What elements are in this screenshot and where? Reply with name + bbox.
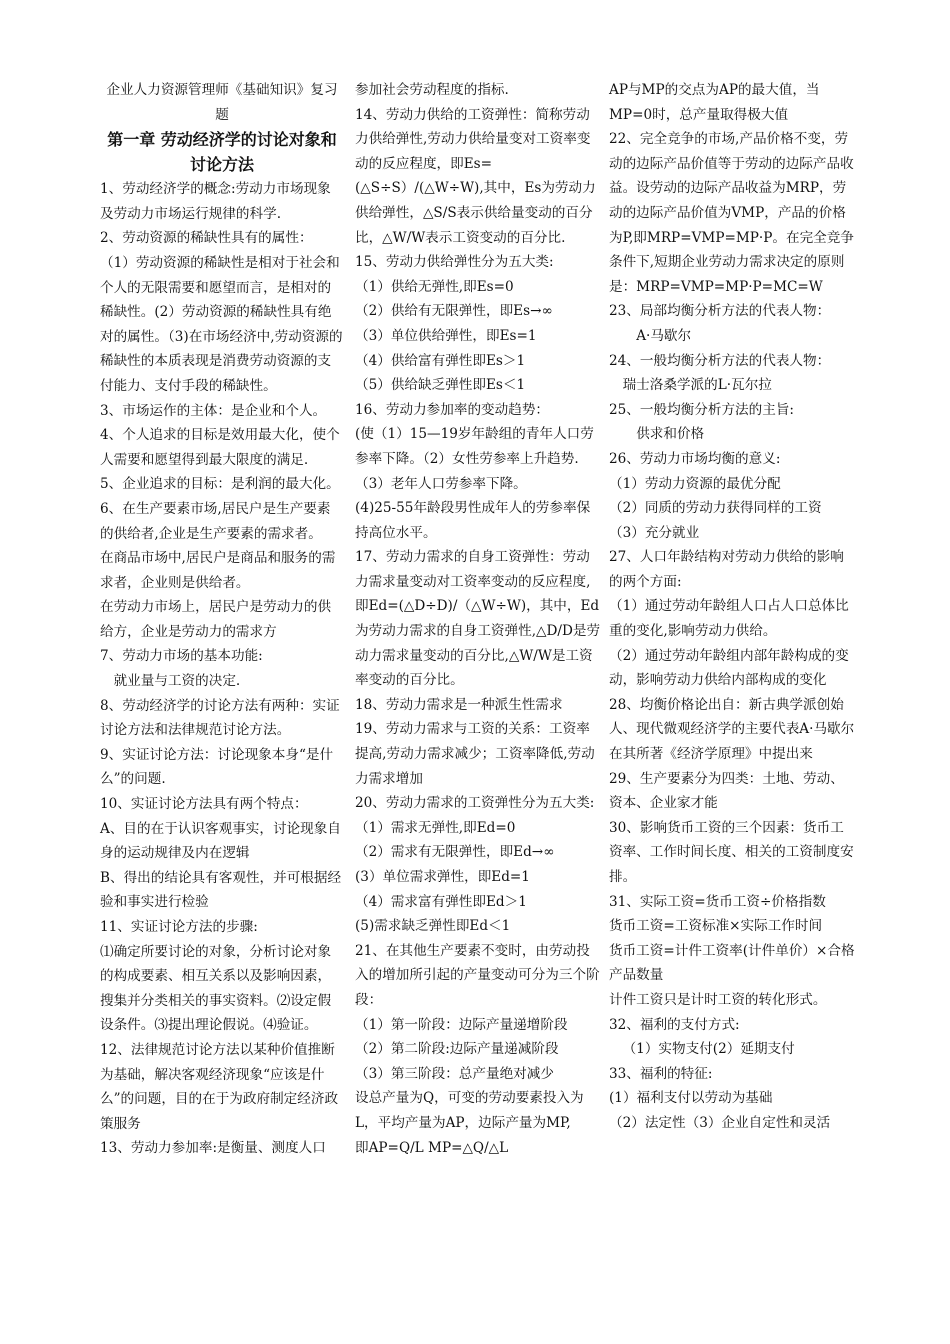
document-title: 企业人力资源管理师《基础知识》复习题 bbox=[106, 82, 338, 123]
paragraph: 30、影响货币工资的三个因素：货币工资率、工作时间长度、相关的工资制度安排。 bbox=[609, 819, 854, 885]
paragraph: (使（1）15—19岁年龄组的青年人口劳参率下降。（2）女性劳参率上升趋势. bbox=[355, 426, 594, 467]
paragraph: 28、均衡价格论出自：新古典学派创始人、现代微观经济学的主要代表A·马歇尔在其所著《经济学原理》中提出来 bbox=[609, 696, 855, 763]
paragraph: 在商品市场中,居民户是商品和服务的需求者，企业则是供给者。 bbox=[100, 550, 336, 591]
paragraph: 33、福利的特征: bbox=[609, 1065, 713, 1082]
paragraph: 2、劳动资源的稀缺性具有的属性： bbox=[100, 230, 313, 247]
paragraph: 24、一般均衡分析方法的代表人物： bbox=[609, 352, 831, 369]
paragraph: AP与MP的交点为AP的最大值，当MP=0时，总产量取得极大值 bbox=[609, 82, 820, 123]
column-1 bbox=[100, 78, 344, 1161]
paragraph: 9、实证讨论方法：讨论现象本身“是什么”的问题. bbox=[100, 746, 334, 788]
paragraph: 计件工资只是计时工资的转化形式。 bbox=[609, 991, 827, 1008]
paragraph: 6、在生产要素市场,居民户是生产要素的供给者,企业是生产要素的需求者。 bbox=[100, 500, 331, 542]
paragraph: 1、劳动经济学的概念:劳动力市场现象及劳动力市场运行规律的科学. bbox=[100, 181, 331, 222]
paragraph: 25、一般均衡分析方法的主旨: bbox=[609, 401, 795, 418]
paragraph: （2）需求有无限弹性，即Ed→∞ bbox=[355, 844, 555, 861]
paragraph: 22、完全竞争的市场,产品价格不变，劳动的边际产品价值等于劳动的边际产品收益。设劳动的边际产品收益为MRP，劳动的边际产品价值为VMP，产品的价格为P,即MRP=VMP=MP·P。在完全竞争条件下,短期企业劳动力需求决定的原则是：MRP=VMP=MP·P=MC=W bbox=[609, 131, 854, 295]
paragraph: （1）劳动资源的稀缺性是相对于社会和个人的无限需要和愿望而言，是相对的稀缺性。(2）劳动资源的稀缺性具有绝对的属性。（3)在市场经济中,劳动资源的稀缺性的本质表现是消费劳动资源的支付能力、支付手段的稀缺性。 bbox=[100, 254, 343, 394]
paragraph: 20、劳动力需求的工资弹性分为五大类:（1）需求无弹性,即Ed=0 bbox=[355, 795, 595, 836]
paragraph: （3）充分就业 bbox=[609, 524, 700, 541]
paragraph: （5）供给缺乏弹性即Es＜1 bbox=[355, 377, 526, 394]
paragraph: 21、在其他生产要素不变时，由劳动投入的增加所引起的产量变动可分为三个阶段： bbox=[355, 942, 600, 1008]
paragraph: （3）第三阶段：总产量绝对减少 bbox=[355, 1065, 554, 1082]
paragraph: 32、福利的支付方式: bbox=[609, 1016, 740, 1033]
paragraph: 设总产量为Q，可变的劳动要素投入为L，平均产量为AP，边际产量为MP, bbox=[355, 1090, 584, 1131]
paragraph: （2）法定性（3）企业自定性和灵活 bbox=[609, 1114, 831, 1131]
paragraph: （2）第二阶段:边际产量递减阶段 bbox=[355, 1041, 559, 1058]
paragraph: 16、劳动力参加率的变动趋势： bbox=[355, 401, 550, 418]
paragraph: 就业量与工资的决定. bbox=[113, 673, 241, 690]
paragraph: （3）老年人口劳参率下降。 bbox=[355, 475, 527, 492]
paragraph: 13、劳动力参加率:是衡量、测度人口 bbox=[100, 1140, 326, 1157]
paragraph: 货币工资=计件工资率(计件单价）×合格产品数量 bbox=[609, 942, 855, 984]
paragraph: (1）福利支付以劳动为基础 bbox=[609, 1090, 773, 1107]
paragraph: 23、局部均衡分析方法的代表人物： bbox=[609, 303, 831, 320]
paragraph: 8、劳动经济学的讨论方法有两种：实证讨论方法和法律规范讨论方法。 bbox=[100, 697, 340, 739]
paragraph: 31、实际工资=货币工资÷价格指数 bbox=[609, 893, 826, 910]
paragraph: A、目的在于认识客观事实，讨论现象自身的运动规律及内在逻辑 bbox=[100, 820, 341, 862]
column-2 bbox=[355, 78, 601, 1160]
paragraph: （3）单位供给弹性，即Es=1 bbox=[355, 327, 537, 344]
paragraph: 瑞士洛桑学派的L·瓦尔拉 bbox=[622, 377, 772, 394]
paragraph: 27、人口年龄结构对劳动力供给的影响的两个方面: bbox=[609, 549, 844, 590]
paragraph: 4、个人追求的目标是效用最大化，使个人需要和愿望得到最大限度的满足. bbox=[100, 427, 340, 468]
paragraph: 在劳动力市场上，居民户是劳动力的供给方，企业是劳动力的需求方 bbox=[100, 599, 332, 640]
paragraph: (4)25-55年龄段男性成年人的劳参率保持高位水平。 bbox=[355, 500, 591, 541]
paragraph: 29、生产要素分为四类：土地、劳动、资本、企业家才能 bbox=[609, 770, 844, 812]
paragraph: 11、实证讨论方法的步骤: bbox=[100, 919, 258, 935]
paragraph: ⑴确定所要讨论的对象，分析讨论对象的构成要素、相互关系以及影响因素，搜集并分类相关的事实资料。⑵设定假设条件。⑶提出理论假说。⑷验证。 bbox=[100, 943, 332, 1034]
paragraph: 12、法律规范讨论方法以某种价值推断为基础，解决客观经济现象“应该是什么”的问题，目的在于为政府制定经济政策服务 bbox=[100, 1041, 339, 1132]
paragraph: （1）通过劳动年龄组人口占人口总体比重的变化,影响劳动力供给。 bbox=[609, 598, 849, 640]
paragraph: （2）同质的劳动力获得同样的工资 bbox=[609, 500, 822, 517]
paragraph: B、得出的结论具有客观性，并可根据经验和事实进行检验 bbox=[100, 869, 342, 911]
paragraph: 10、实证讨论方法具有两个特点： bbox=[100, 796, 308, 813]
paragraph: （4）需求富有弹性即Ed＞1 bbox=[355, 893, 527, 910]
paragraph: 7、劳动力市场的基本功能: bbox=[100, 648, 263, 665]
paragraph: （1）劳动力资源的最优分配 bbox=[609, 475, 781, 492]
paragraph: （2）通过劳动年龄组内部年龄构成的变动，影响劳动力供给内部构成的变化 bbox=[609, 647, 849, 689]
paragraph: 3、市场运作的主体：是企业和个人。 bbox=[100, 402, 327, 419]
paragraph: （4）供给富有弹性即Es＞1 bbox=[355, 352, 526, 369]
paragraph: 26、劳动力市场均衡的意义: bbox=[609, 450, 781, 467]
paragraph: 14、劳动力供给的工资弹性：简称劳动力供给弹性,劳动力供给量变对工资率变动的反应程度，即Es=(△S÷S）/(△W÷W),其中，Es为劳动力供给弹性，△S/S表示供给量变动的百分比，△W/W表示工资变动的百分比. bbox=[355, 106, 596, 246]
chapter-heading: 第一章 劳动经济学的讨论对象和讨论方法 bbox=[107, 130, 337, 175]
paragraph: （1）第一阶段：边际产量递增阶段 bbox=[355, 1016, 568, 1033]
paragraph: 19、劳动力需求与工资的关系：工资率提高,劳动力需求减少；工资率降低,劳动力需求增加 bbox=[355, 721, 595, 787]
paragraph: 货币工资=工资标准×实际工作时间 bbox=[609, 918, 823, 935]
paragraph: 18、劳动力需求是一种派生性需求 bbox=[355, 696, 563, 713]
paragraph: 即AP=Q/L MP=△Q/△L bbox=[355, 1139, 509, 1156]
paragraph: （1）实物支付(2）延期支付 bbox=[622, 1041, 795, 1058]
paragraph: A·马歇尔 bbox=[636, 327, 692, 344]
paragraph: (3）单位需求弹性，即Ed=1 bbox=[355, 869, 530, 885]
paragraph: 参加社会劳动程度的指标. bbox=[355, 82, 509, 98]
paragraph: 5、企业追求的目标：是利润的最大化。 bbox=[100, 476, 340, 493]
column-3 bbox=[609, 78, 855, 1136]
paragraph: 供求和价格 bbox=[636, 426, 705, 443]
paragraph: （2）供给有无限弹性，即Es→∞ bbox=[355, 303, 553, 320]
paragraph: 15、劳动力供给弹性分为五大类: bbox=[355, 254, 554, 271]
paragraph: (5)需求缺乏弹性即Ed＜1 bbox=[355, 918, 511, 935]
paragraph: （1）供给无弹性,即Es=0 bbox=[355, 278, 514, 295]
paragraph: 17、劳动力需求的自身工资弹性：劳动力需求量变动对工资率变动的反应程度,即Ed=(△D÷D)/（△W÷W)，其中，Ed为劳动力需求的自身工资弹性,△D/D是劳动力需求量变动的百分比,△W/W是工资率变动的百分比。 bbox=[355, 549, 601, 689]
